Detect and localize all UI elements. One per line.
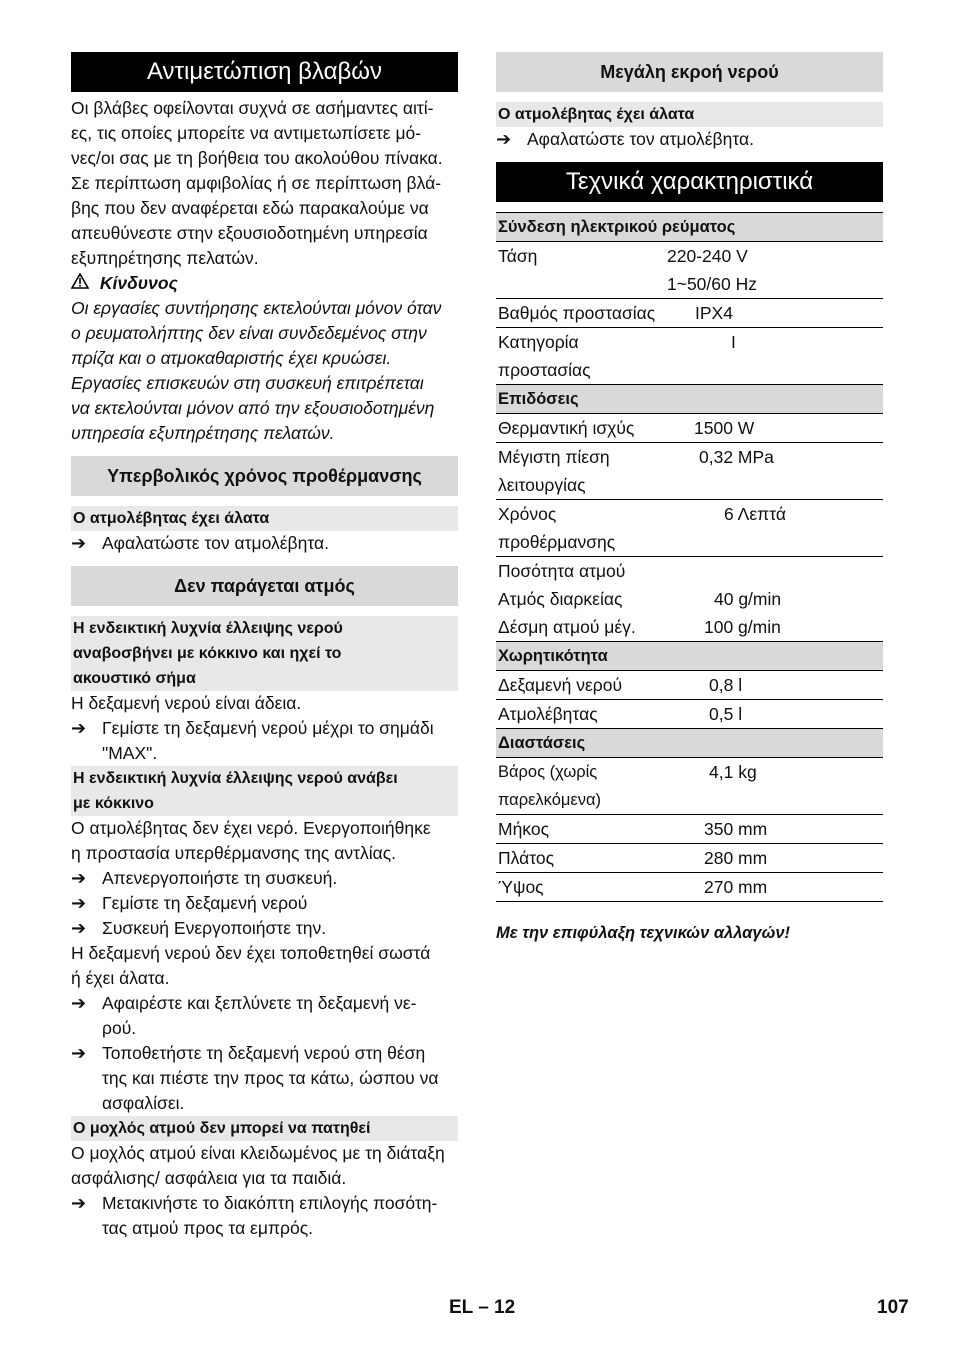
table-section-row: Διαστάσεις: [496, 729, 883, 758]
cause-text: Η δεξαμενή νερού δεν έχει τοποθετηθεί σωστά: [71, 943, 431, 963]
troubleshooting-title: Αντιμετώπιση βλαβών: [71, 52, 458, 92]
step-item: ➔ Αφαλατώστε τον ατμολέβητα.: [71, 531, 458, 556]
arrow-right-icon: ➔: [496, 129, 512, 149]
section-heading-no-steam: Δεν παράγεται ατμός: [71, 566, 458, 606]
intro-line: Σε περίπτωση αμφιβολίας ή σε περίπτωση βλά-: [71, 173, 442, 193]
table-row: Δεξαμενή νερού 0,8 l: [496, 671, 883, 700]
danger-line: υπηρεσία εξυπηρέτησης πελατών.: [71, 423, 335, 443]
arrow-right-icon: ➔: [71, 918, 87, 938]
tech-specs-title: Τεχνικά χαρακτηριστικά: [496, 162, 883, 202]
section-heading-water-leak: Μεγάλη εκροή νερού: [496, 52, 883, 92]
table-row: Κατηγορία προστασίας I: [498, 332, 736, 380]
step-item: ➔ Μετακινήστε το διακόπτη επιλογής ποσότη- τας ατμού προς τα εμπρός.: [71, 1191, 458, 1241]
step-item: ➔ Αφαλατώστε τον ατμολέβητα.: [496, 127, 883, 152]
step-item: ➔ Αφαιρέστε και ξεπλύνετε τη δεξαμενή νε- ρού.: [71, 991, 458, 1041]
arrow-right-icon: ➔: [71, 1043, 87, 1063]
subheading-scale: Ο ατμολέβητας έχει άλατα: [71, 506, 458, 531]
table-row: Βάρος (χωρίς παρελκόμενα) 4,1 kg: [496, 758, 883, 815]
warning-triangle-icon: [71, 273, 94, 293]
step-item: ➔ Συσκευή Ενεργοποιήστε την.: [71, 916, 458, 941]
technical-changes-note: Με την επιφύλαξη τεχνικών αλλαγών!: [496, 924, 791, 942]
step-item: ➔ Γεμίστε τη δεξαμενή νερού μέχρι το σημάδι "MAX".: [71, 716, 458, 766]
footer-language-page: EL – 12: [449, 1297, 516, 1318]
danger-line: πρίζα και ο ατμοκαθαριστής έχει κρυώσει.: [71, 348, 392, 368]
arrow-right-icon: ➔: [71, 718, 87, 738]
danger-line: Εργασίες επισκευών στη συσκευή επιτρέπεται: [71, 373, 424, 393]
arrow-right-icon: ➔: [71, 893, 87, 913]
table-row: Δέσμη ατμού μέγ. 100 g/min: [498, 617, 781, 637]
cause-text: ή έχει άλατα.: [71, 968, 170, 988]
intro-line: νες/οι σας με τη βοήθεια του ακολούθου πίνακα.: [71, 148, 443, 168]
table-row: Ατμός διαρκείας 40 g/min: [498, 589, 782, 609]
table-section-row: Χωρητικότητα: [496, 642, 883, 671]
cause-text: Η δεξαμενή νερού είναι άδεια.: [71, 693, 302, 713]
tech-specs-table: [496, 212, 883, 902]
arrow-right-icon: ➔: [71, 993, 87, 1013]
subheading-lamp-flashing: Η ενδεικτική λυχνία έλλειψης νερού αναβοσβήνει με κόκκινο και ηχεί το ακουστικό σήμα: [71, 616, 458, 691]
intro-line: απευθύνεστε στην εξουσιοδοτημένη υπηρεσία: [71, 223, 428, 243]
table-row: Βαθμός προστασίας IPX4: [496, 299, 883, 328]
cause-text: Ο μοχλός ατμού είναι κλειδωμένος με τη διάταξη: [71, 1143, 445, 1163]
danger-line: Οι εργασίες συντήρησης εκτελούνται μόνον όταν: [71, 298, 442, 318]
table-row: Ατμολέβητας 0,5 l: [498, 704, 743, 724]
intro-line: ες, τις οποίες μπορείτε να αντιμετωπίσετε μό-: [71, 123, 422, 143]
table-row: Ποσότητα ατμού: [498, 561, 626, 581]
intro-line: βης που δεν αναφέρεται εδώ παρακαλούμε να: [71, 198, 429, 218]
subheading-steam-lever: Ο μοχλός ατμού δεν μπορεί να πατηθεί: [71, 1116, 458, 1141]
table-row: Τάση 220-240 V: [498, 246, 748, 266]
table-row: Χρόνος προθέρμανσης 6 Λεπτά: [496, 500, 883, 557]
section-heading-preheat: Υπερβολικός χρόνος προθέρμανσης: [71, 456, 458, 496]
danger-line: ο ρευματολήπτης δεν είναι συνδεδεμένος στην: [71, 323, 427, 343]
cause-text: η προστασία υπερθέρμανσης της αντλίας.: [71, 843, 397, 863]
right-column: [496, 52, 883, 943]
table-row: Πλάτος 280 mm: [496, 844, 883, 873]
intro-line: εξυπηρέτησης πελατών.: [71, 248, 259, 268]
subheading-lamp-on: Η ενδεικτική λυχνία έλλειψης νερού ανάβει με κόκκινο: [71, 766, 458, 816]
cause-text: Ο ατμολέβητας δεν έχει νερό. Ενεργοποιήθηκε: [71, 818, 431, 838]
step-item: ➔ Τοποθετήστε τη δεξαμενή νερού στη θέση της και πιέστε την προς τα κάτω, ώσπου να ασφαλίσει.: [71, 1041, 458, 1116]
cause-text: ασφάλισης/ ασφάλεια για τα παιδιά.: [71, 1168, 347, 1188]
table-section-row: Σύνδεση ηλεκτρικού ρεύματος: [496, 213, 883, 242]
subheading-scale: Ο ατμολέβητας έχει άλατα: [496, 102, 883, 127]
danger-line: να εκτελούνται μόνον από την εξουσιοδοτημένη: [71, 398, 435, 418]
table-row: Θερμαντική ισχύς 1500 W: [496, 414, 883, 443]
intro-line: Οι βλάβες οφείλονται συχνά σε ασήμαντες αιτί-: [71, 98, 434, 118]
table-row: Μέγιστη πίεση λειτουργίας 0,32 MPa: [496, 443, 883, 500]
table-row: Μήκος 350 mm: [496, 815, 883, 844]
table-row: Ύψος 270 mm: [496, 873, 883, 902]
danger-text: [71, 296, 458, 446]
danger-heading: [71, 271, 458, 296]
table-section-row: Επιδόσεις: [496, 385, 883, 414]
danger-title: Κίνδυνος: [99, 273, 178, 293]
arrow-right-icon: ➔: [71, 868, 87, 888]
intro-text: [71, 96, 458, 271]
footer-page-number: 107: [877, 1297, 909, 1318]
arrow-right-icon: ➔: [71, 533, 87, 553]
table-row: 1~50/60 Hz: [496, 270, 883, 299]
step-item: ➔ Απενεργοποιήστε τη συσκευή.: [71, 866, 458, 891]
step-item: ➔ Γεμίστε τη δεξαμενή νερού: [71, 891, 458, 916]
arrow-right-icon: ➔: [71, 1193, 87, 1213]
left-column: [71, 52, 458, 1241]
